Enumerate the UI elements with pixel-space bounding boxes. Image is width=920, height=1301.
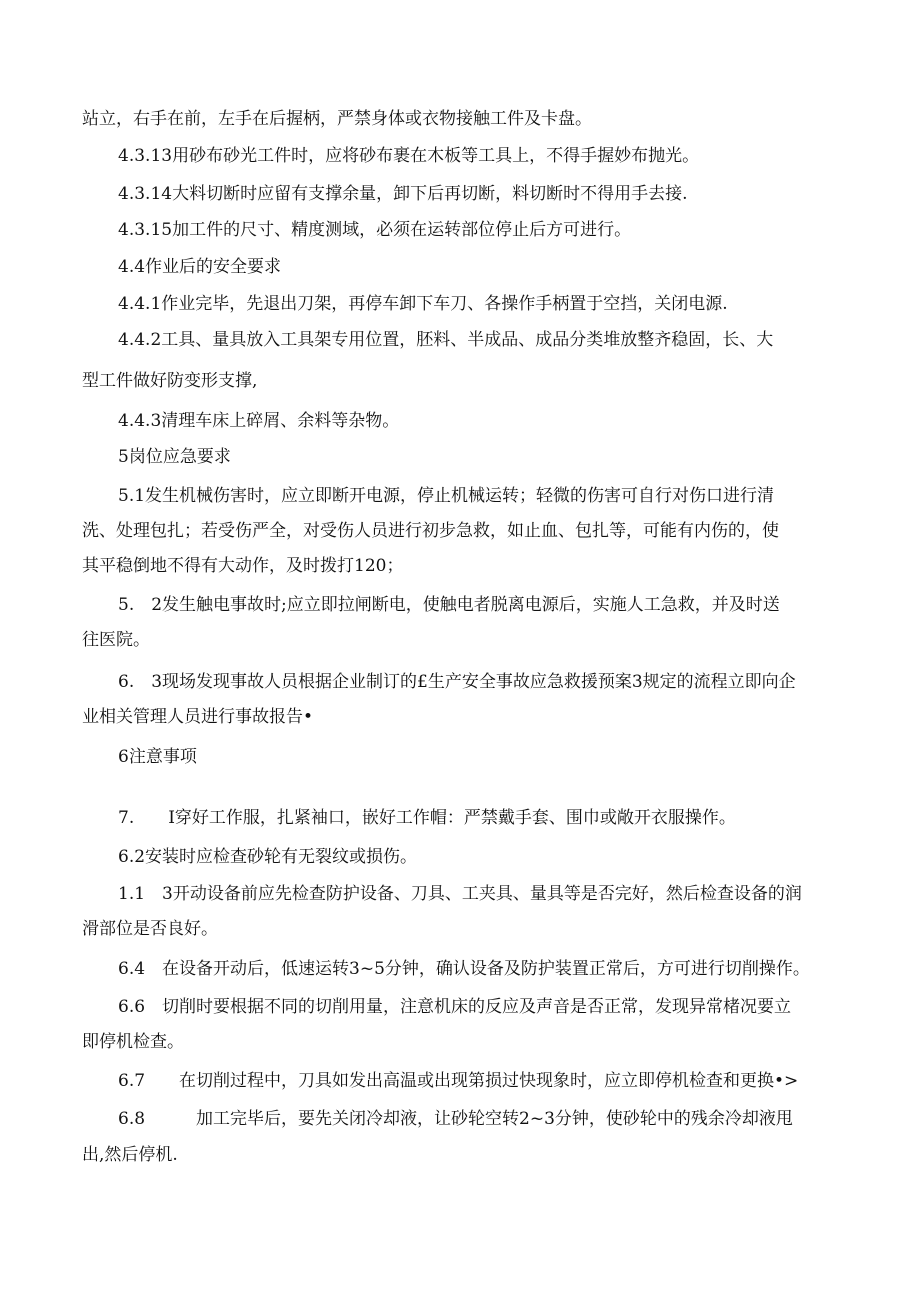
text-line: 业相关管理人员进行事故报告• (82, 707, 314, 727)
text-line: 6.2安装时应检查砂轮有无裂纹或损伤。 (118, 847, 418, 867)
section-heading: 4.4作业后的安全要求 (118, 257, 282, 277)
text-line: 4.3.13用砂布砂光工件时，应将砂布裹在木板等工具上，不得手握妙布抛光。 (118, 146, 700, 166)
text-line: 型工件做好防变形支撑, (82, 371, 258, 391)
text-line: 6.7 在切削过程中，刀具如发出高温或出现第损过快现象时，应立即停机检查和更换•> (118, 1071, 799, 1091)
text-line: 滑部位是否良好。 (82, 919, 218, 939)
text-line: 7. I穿好工作服，扎紧袖口，嵌好工作帽：严禁戴手套、围巾或敞开衣服操作。 (118, 808, 736, 828)
text-line: 4.4.2工具、量具放入工具架专用位置，胚料、半成品、成品分类堆放整齐稳固，长、大 (118, 330, 774, 350)
text-line: 5. 2发生触电事故时;应立即拉闸断电，使触电者脱离电源后，实施人工急救，并及时送 (118, 595, 780, 615)
text-line: 6.6 切削时要根据不同的切削用量，注意机床的反应及声音是否正常，发现异常楮况要立 (118, 997, 792, 1017)
text-line: 6.8 加工完毕后，要先关闭冷却液，让砂轮空转2~3分钟，使砂轮中的残余冷却液甩 (118, 1109, 793, 1129)
text-line: 其平稳倒地不得有大动作，及时拨打120； (82, 556, 404, 576)
text-line: 站立，右手在前，左手在后握柄，严禁身体或衣物接触工件及卡盘。 (82, 109, 592, 129)
text-line: 4.4.3清理车床上碎屑、余料等杂物。 (118, 411, 400, 431)
text-line: 6. 3现场发现事故人员根据企业制订的£生产安全事故应急救援预案3规定的流程立即向企 (118, 672, 796, 692)
text-line: 4.3.15加工件的尺寸、精度测域，必须在运转部位停止后方可进行。 (118, 220, 632, 240)
text-line: 洗、处理包扎；若受伤严全，对受伤人员进行初步急救，如止血、包扎等，可能有内伤的，使 (82, 521, 779, 541)
text-line: 5.1发生机械伤害时，应立即断开电源，停止机械运转；轻微的伤害可自行对伤口进行清 (118, 486, 775, 506)
section-heading: 5岗位应急要求 (118, 447, 231, 467)
text-line: 6.4 在设备开动后，低速运转3~5分钟，确认设备及防护装置正常后，方可进行切削操作。 (118, 959, 810, 979)
text-line: 往医院。 (82, 630, 150, 650)
section-heading: 6注意事项 (118, 747, 197, 767)
text-line: 1.1 3开动设备前应先检查防护设备、刀具、工夹具、量具等是否完好，然后检查设备的润 (118, 884, 802, 904)
text-line: 4.3.14大料切断时应留有支撑余量，卸下后再切断，料切断时不得用手去接. (118, 184, 688, 204)
text-line: 即停机检查。 (82, 1032, 184, 1052)
text-line: 出,然后停机. (82, 1145, 178, 1165)
text-line: 4.4.1作业完毕，先退出刀架，再停车卸下车刀、各操作手柄置于空挡，关闭电源. (118, 294, 728, 314)
